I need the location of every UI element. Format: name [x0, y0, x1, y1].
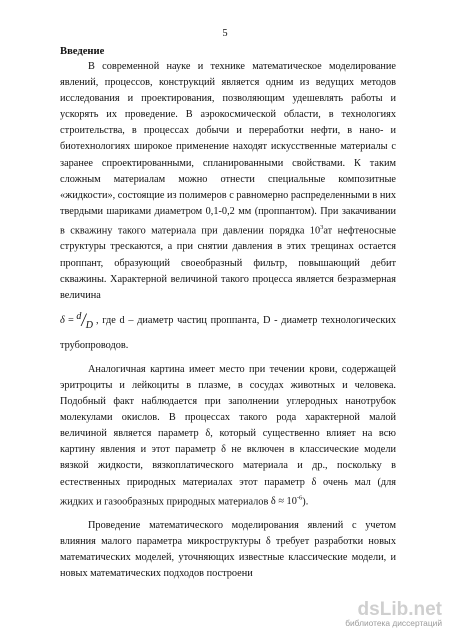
page-number: 5: [222, 28, 228, 39]
watermark-logo: dsLib.net: [357, 599, 442, 620]
inline-formula-exp: -6: [296, 494, 303, 502]
section-heading: Введение: [60, 46, 105, 57]
formula-explanation: , где d – диаметр частиц проппанта, D - диаметр технологических: [96, 314, 396, 326]
inline-formula-base: δ ≈ 10: [270, 496, 297, 508]
formula-tail: трубопроводов.: [60, 339, 129, 351]
formula-numerator: d: [76, 310, 82, 322]
document-body: [60, 59, 396, 583]
pressure-exponent: 3: [320, 223, 324, 231]
formula-line: [60, 304, 396, 338]
watermark-subtitle: библиотека диссертаций: [345, 618, 442, 628]
formula-lhs: δ =: [60, 314, 75, 326]
paragraph-intro-text: В современной науке и технике математическое моделирование явлений, процессов, конструкций является одним из ведущих методов исследования и проектирования, позволяющим удешевлять работы и ускорять их проведение. В аэрокосмической области, в технологиях строительства, в процессах добычи и переработки нефти, в нано- и биотехнологиях широкое применение находят искусственные материалы с заранее спроектированными, спланированными свойствами. К таким сложным материалам можно отнести специальные композитные «жидкости», состоящие из полимеров с равномерно распределенными в них твердыми шариками диаметром 0,1-0,2 мм (проппантом). При закачивании в скважину такого материала при давлении порядка 10: [60, 61, 396, 237]
paragraph-intro: [60, 59, 396, 304]
paragraph-modeling: Проведение математического моделирования явлений с учетом влияния малого параметра микроструктуры δ требует разработки новых математических моделей, уточняющих известные классические модели, и новых математических подходов построени: [60, 520, 396, 580]
site-watermark: [322, 599, 442, 629]
paragraph-analogy: [60, 362, 396, 510]
paragraph-intro-cont: ат нефтеносные структуры трескаются, а при снятии давления в этих трещинах остается проппант, образующий своеобразный фильтр, повышающий дебит скважины. Характерной величиной такого процесса является безразмерная величина: [60, 225, 397, 301]
paragraph-analogy-text: Аналогичная картина имеет место при течении крови, содержащей эритроциты и лейкоциты в плазме, в сосудах животных и человека. Подобный факт наблюдается при заполнении углеродных нанотрубок молекулами окислов. В процессах такого рода характерной малой величиной является параметр δ, который существенно влияет на всю картину явления и этот параметр δ не включен в классические модели вязкой жидкости, вязкоплатического материала и др., поскольку в естественных природных материалах этот параметр δ очень мал (для жидких и газообразных природных материалов: [60, 363, 396, 508]
paragraph-analogy-end: ).: [302, 496, 309, 508]
formula-fraction: d / D: [76, 313, 93, 329]
inline-formula: [271, 496, 302, 507]
formula-denominator: D: [85, 319, 93, 331]
